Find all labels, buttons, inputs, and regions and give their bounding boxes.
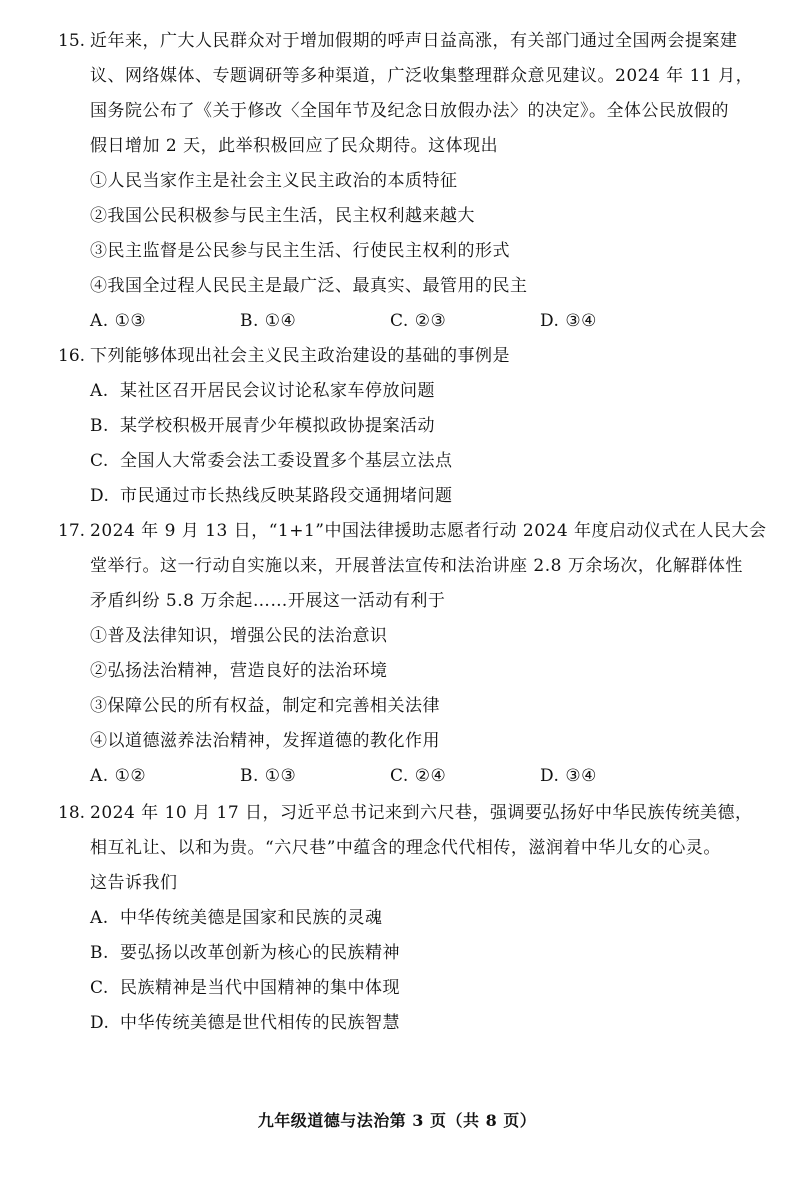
question-stem-line: 这告诉我们 <box>90 873 178 893</box>
option-letter: A. <box>90 908 109 928</box>
option-d <box>90 1006 770 1041</box>
question-body <box>90 514 770 794</box>
question-stem-line: 堂举行。这一行动自实施以来，开展普法宣传和法治讲座 2.8 万余场次，化解群体性 <box>90 556 743 576</box>
option-d <box>90 479 770 514</box>
answer-choices <box>90 759 690 794</box>
question-number: 17. <box>58 521 86 541</box>
statement-1: ①普及法律知识，增强公民的法治意识 <box>90 626 388 646</box>
option-letter: C. <box>90 978 109 998</box>
option-c <box>90 971 770 1006</box>
option-letter: D. <box>90 1013 110 1033</box>
question-15 <box>58 24 770 339</box>
choice-d: D. ③④ <box>540 766 597 786</box>
question-stem-line: 国务院公布了《关于修改〈全国年节及纪念日放假办法〉的决定》。全体公民放假的 <box>90 101 729 121</box>
option-a <box>90 901 770 936</box>
option-letter: A. <box>90 381 109 401</box>
statement-4: ④我国全过程人民民主是最广泛、最真实、最管用的民主 <box>90 276 528 296</box>
option-text: 某学校积极开展青少年模拟政协提案活动 <box>120 416 435 436</box>
choice-c: C. ②④ <box>390 766 447 786</box>
question-body <box>90 24 770 339</box>
option-text: 全国人大常委会法工委设置多个基层立法点 <box>120 451 453 471</box>
statement-4: ④以道德滋养法治精神，发挥道德的教化作用 <box>90 731 440 751</box>
option-b <box>90 409 770 444</box>
option-letter: D. <box>90 486 110 506</box>
question-stem-line: 假日增加 2 天，此举积极回应了民众期待。这体现出 <box>90 136 499 156</box>
choice-b: B. ①④ <box>240 311 297 331</box>
option-letter: B. <box>90 416 109 436</box>
question-stem-line: 相互礼让、以和为贵。“六尺巷”中蕴含的理念代代相传，滋润着中华儿女的心灵。 <box>90 838 721 858</box>
option-c <box>90 444 770 479</box>
question-number: 18. <box>58 803 86 823</box>
choice-d: D. ③④ <box>540 311 597 331</box>
choice-a: A. ①② <box>90 766 147 786</box>
option-text: 中华传统美德是世代相传的民族智慧 <box>120 1013 400 1033</box>
option-text: 市民通过市长热线反映某路段交通拥堵问题 <box>120 486 453 506</box>
option-a <box>90 374 770 409</box>
page-footer: 九年级道德与法治第 3 页（共 8 页） <box>257 1111 537 1130</box>
option-text: 某社区召开居民会议讨论私家车停放问题 <box>120 381 435 401</box>
question-body <box>90 339 770 514</box>
option-text: 要弘扬以改革创新为核心的民族精神 <box>120 943 400 963</box>
statement-3: ③保障公民的所有权益，制定和完善相关法律 <box>90 696 440 716</box>
question-stem-line: 矛盾纠纷 5.8 万余起……开展这一活动有利于 <box>90 591 446 611</box>
statement-1: ①人民当家作主是社会主义民主政治的本质特征 <box>90 171 458 191</box>
statement-3: ③民主监督是公民参与民主生活、行使民主权利的形式 <box>90 241 510 261</box>
choice-a: A. ①③ <box>90 311 147 331</box>
option-letter: C. <box>90 451 109 471</box>
question-stem-line: 近年来，广大人民群众对于增加假期的呼声日益高涨，有关部门通过全国两会提案建 <box>90 31 738 51</box>
option-text: 中华传统美德是国家和民族的灵魂 <box>120 908 383 928</box>
question-stem-line: 2024 年 9 月 13 日，“1+1”中国法律援助志愿者行动 2024 年度启动仪式在人民大会 <box>90 521 767 541</box>
option-letter: B. <box>90 943 109 963</box>
option-text: 民族精神是当代中国精神的集中体现 <box>120 978 400 998</box>
question-number: 16. <box>58 346 86 366</box>
question-body <box>90 796 770 1041</box>
question-18 <box>58 796 770 1041</box>
question-16 <box>58 339 770 514</box>
question-stem-line: 2024 年 10 月 17 日，习近平总书记来到六尺巷，强调要弘扬好中华民族传统美德， <box>90 803 753 823</box>
question-stem-line: 议、网络媒体、专题调研等多种渠道，广泛收集整理群众意见建议。2024 年 11 月， <box>90 66 754 86</box>
question-17 <box>58 514 770 794</box>
statement-2: ②弘扬法治精神，营造良好的法治环境 <box>90 661 388 681</box>
statement-2: ②我国公民积极参与民主生活，民主权利越来越大 <box>90 206 475 226</box>
question-number: 15. <box>58 31 86 51</box>
choice-c: C. ②③ <box>390 311 447 331</box>
answer-choices <box>90 304 690 339</box>
option-b <box>90 936 770 971</box>
question-stem-line: 下列能够体现出社会主义民主政治建设的基础的事例是 <box>90 346 510 366</box>
choice-b: B. ①③ <box>240 766 297 786</box>
